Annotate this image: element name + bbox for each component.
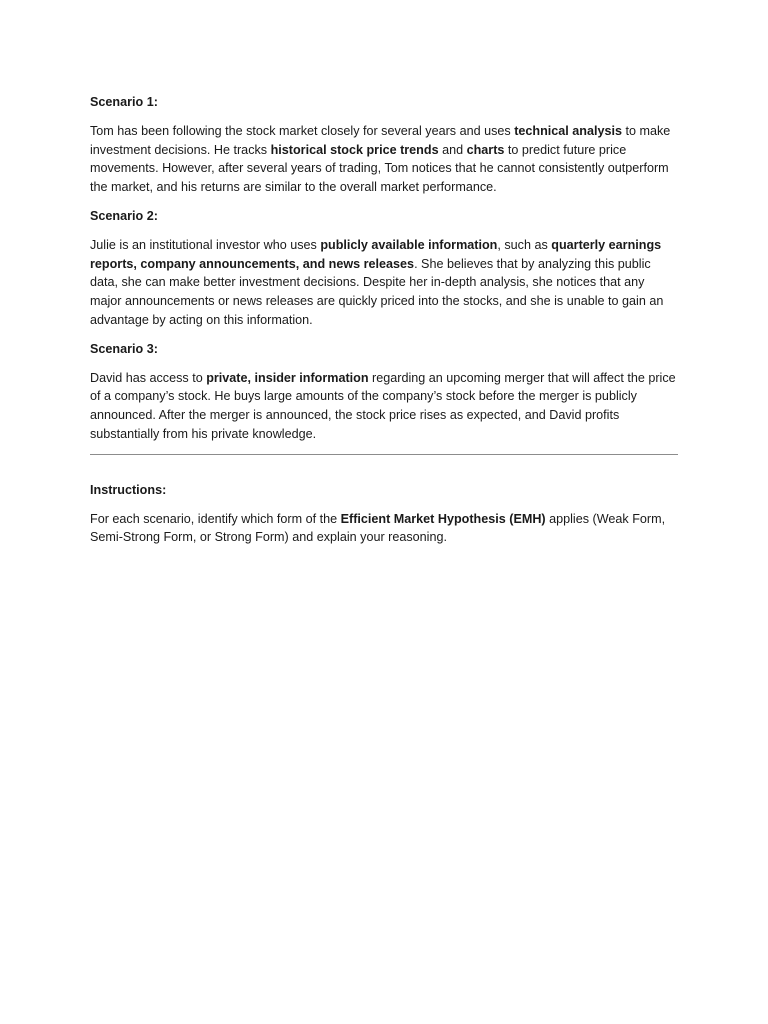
- text-run: to predict future price movements. However, after several years of trading, Tom notices that he cannot consistently outperform the market, and his returns are similar to the overall market performance.: [90, 142, 669, 195]
- emphasis-text: publicly available information: [320, 237, 498, 252]
- text-run: applies (Weak Form, Semi-Strong Form, or Strong Form) and explain your reasoning.: [90, 511, 666, 545]
- text-run: Julie is an institutional investor who uses: [90, 237, 321, 252]
- scenario-3-text: [90, 369, 678, 444]
- text-run: , such as: [497, 237, 552, 252]
- text-run: and: [438, 142, 467, 157]
- text-run: regarding an upcoming merger that will affect the price of a company’s stock. He buys large amounts of the company’s stock before the merger is publicly announced. After the merger is announced, the stock price rises as expected, and David profits substantially from his private knowledge.: [90, 370, 676, 441]
- instructions-text: [90, 510, 678, 548]
- emphasis-text: technical analysis: [514, 123, 623, 138]
- section-divider: [90, 454, 678, 455]
- text-run: For each scenario, identify which form of the: [90, 511, 341, 526]
- emphasis-text: historical stock price trends: [270, 142, 439, 157]
- emphasis-text: Efficient Market Hypothesis (EMH): [340, 511, 546, 526]
- scenario-3-heading: Scenario 3:: [90, 341, 158, 356]
- emphasis-text: private, insider information: [206, 370, 369, 385]
- emphasis-text: quarterly earnings reports, company announcements, and news releases: [90, 237, 662, 271]
- text-run: . She believes that by analyzing this public data, she can make better investment decisions. Despite her in-depth analysis, she notices that any major announcements or news releases are quickly priced into the stocks, and she is unable to gain an advantage by acting on this information.: [90, 256, 664, 327]
- scenario-2-text: [90, 236, 678, 330]
- document-page: [90, 93, 678, 557]
- instructions-heading: Instructions:: [90, 482, 167, 497]
- scenario-1-heading: Scenario 1:: [90, 95, 158, 109]
- emphasis-text: charts: [466, 142, 505, 157]
- text-run: Tom has been following the stock market closely for several years and uses: [90, 123, 515, 138]
- text-run: to make investment decisions. He tracks: [90, 123, 671, 157]
- scenario-1-text: [90, 122, 678, 197]
- scenario-2-heading: Scenario 2:: [90, 208, 158, 223]
- text-run: David has access to: [90, 370, 207, 385]
